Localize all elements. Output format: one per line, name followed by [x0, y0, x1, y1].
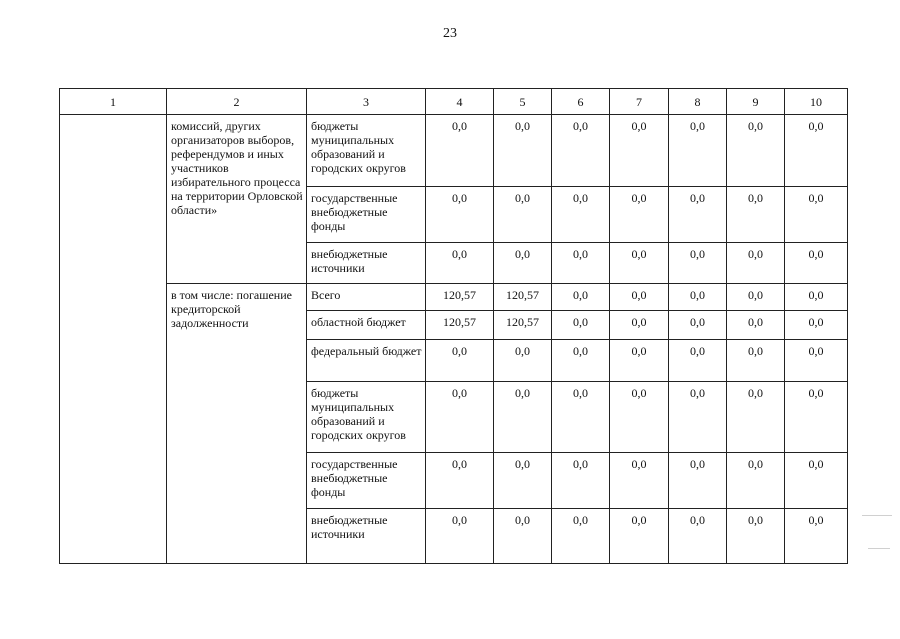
funding-source: внебюджетные источники: [307, 509, 426, 564]
header-cell: 9: [727, 89, 785, 115]
page-number: 23: [443, 26, 457, 41]
value-cell: 0,0: [669, 453, 727, 509]
value-cell: 0,0: [552, 382, 610, 453]
scan-artifact: [862, 515, 892, 516]
value-cell: 0,0: [610, 187, 669, 243]
value-cell: 0,0: [610, 453, 669, 509]
value-cell: 0,0: [610, 284, 669, 311]
header-cell: 8: [669, 89, 727, 115]
value-cell: 0,0: [669, 340, 727, 382]
value-cell: 120,57: [426, 311, 494, 340]
header-cell: 6: [552, 89, 610, 115]
value-cell: 0,0: [494, 453, 552, 509]
funding-source: бюджеты муниципальных образований и городских округов: [307, 115, 426, 187]
funding-source: государственные внебюджетные фонды: [307, 187, 426, 243]
header-cell: 3: [307, 89, 426, 115]
funding-source: областной бюджет: [307, 311, 426, 340]
value-cell: 0,0: [669, 382, 727, 453]
value-cell: 0,0: [610, 115, 669, 187]
value-cell: 0,0: [727, 453, 785, 509]
value-cell: 0,0: [552, 187, 610, 243]
value-cell: 0,0: [426, 509, 494, 564]
value-cell: 0,0: [610, 340, 669, 382]
value-cell: 0,0: [785, 453, 848, 509]
col1-cell: [60, 115, 167, 564]
value-cell: 0,0: [552, 453, 610, 509]
value-cell: 0,0: [727, 284, 785, 311]
value-cell: 0,0: [426, 115, 494, 187]
value-cell: 0,0: [552, 115, 610, 187]
header-row: [60, 89, 848, 115]
value-cell: 0,0: [552, 243, 610, 284]
value-cell: 0,0: [426, 187, 494, 243]
value-cell: 0,0: [785, 311, 848, 340]
value-cell: 0,0: [494, 340, 552, 382]
header-cell: 5: [494, 89, 552, 115]
value-cell: 0,0: [426, 340, 494, 382]
value-cell: 0,0: [426, 243, 494, 284]
value-cell: 120,57: [426, 284, 494, 311]
value-cell: 0,0: [785, 187, 848, 243]
value-cell: 0,0: [727, 311, 785, 340]
value-cell: 0,0: [426, 453, 494, 509]
header-cell: 1: [60, 89, 167, 115]
value-cell: 0,0: [552, 284, 610, 311]
funding-source: федеральный бюджет: [307, 340, 426, 382]
value-cell: 0,0: [610, 509, 669, 564]
value-cell: 120,57: [494, 284, 552, 311]
value-cell: 0,0: [727, 243, 785, 284]
value-cell: 0,0: [494, 382, 552, 453]
value-cell: 0,0: [494, 115, 552, 187]
value-cell: 0,0: [785, 115, 848, 187]
funding-source: бюджеты муниципальных образований и городских округов: [307, 382, 426, 453]
value-cell: 0,0: [610, 382, 669, 453]
value-cell: 0,0: [494, 187, 552, 243]
value-cell: 0,0: [727, 340, 785, 382]
header-cell: 7: [610, 89, 669, 115]
value-cell: 0,0: [552, 340, 610, 382]
funding-source: государственные внебюджетные фонды: [307, 453, 426, 509]
value-cell: 120,57: [494, 311, 552, 340]
budget-table: [59, 88, 848, 564]
header-cell: 2: [167, 89, 307, 115]
table-row: [60, 284, 848, 311]
value-cell: 0,0: [785, 382, 848, 453]
value-cell: 0,0: [727, 509, 785, 564]
value-cell: 0,0: [494, 243, 552, 284]
value-cell: 0,0: [785, 243, 848, 284]
header-cell: 4: [426, 89, 494, 115]
header-cell: 10: [785, 89, 848, 115]
program-description: комиссий, других организаторов выборов, референдумов и иных участников избирательного процесса на территории Орловской области»: [167, 115, 307, 284]
value-cell: 0,0: [727, 382, 785, 453]
value-cell: 0,0: [426, 382, 494, 453]
value-cell: 0,0: [669, 509, 727, 564]
value-cell: 0,0: [610, 311, 669, 340]
value-cell: 0,0: [727, 187, 785, 243]
value-cell: 0,0: [610, 243, 669, 284]
table-row: [60, 115, 848, 187]
value-cell: 0,0: [669, 311, 727, 340]
funding-source: внебюджетные источники: [307, 243, 426, 284]
value-cell: 0,0: [669, 284, 727, 311]
scan-artifact: [868, 548, 890, 549]
value-cell: 0,0: [552, 311, 610, 340]
value-cell: 0,0: [552, 509, 610, 564]
value-cell: 0,0: [669, 115, 727, 187]
value-cell: 0,0: [494, 509, 552, 564]
value-cell: 0,0: [669, 187, 727, 243]
value-cell: 0,0: [785, 509, 848, 564]
value-cell: 0,0: [669, 243, 727, 284]
value-cell: 0,0: [785, 284, 848, 311]
value-cell: 0,0: [785, 340, 848, 382]
funding-source: Всего: [307, 284, 426, 311]
value-cell: 0,0: [727, 115, 785, 187]
program-description: в том числе: погашение кредиторской задолженности: [167, 284, 307, 564]
